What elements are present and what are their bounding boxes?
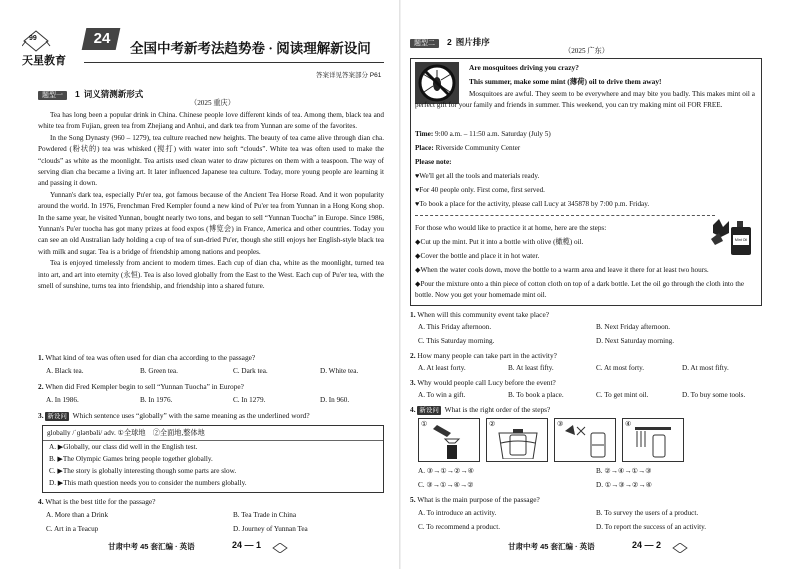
notice-place — [415, 143, 520, 154]
section1-number: 1 — [75, 89, 80, 99]
passage-paragraph: Yunnan's dark tea, especially Pu'er tea, got famous because of the Ancient Tea Horse Road. And it won popularity around the world. In 1976, Frenchman Fred Kempler found a new kind of Pu'er tea from Yunnan in a Hong Kong shop. In the same year, he visited Yunnan, bought nearly two tons, and began to sell “Yunnan Tuocha” in Europe. Since 1986, Yunnan's Pu'er tuocha has got many prizes at food expos (博览会) in France, America and other countries. Today you can see an old Australian lady holding a cup of tea of sun-dried Pu'er, though she still enjoys her English-style black tea with milk and sugar. Tea is a bridge of friendship among nations and peoples. — [38, 190, 384, 256]
footer-logo-icon — [272, 540, 288, 550]
section2-source: （2025 广东） — [564, 47, 609, 55]
notice-headline-2: This summer, make some mint (薄荷) oil to drive them away! — [469, 77, 662, 86]
option-b[interactable]: B. At least fifty. — [508, 364, 554, 372]
option-c[interactable]: C. This Saturday morning. — [418, 337, 495, 345]
footer-book-title: 甘肃中考 45 套汇编 · 英语 — [108, 542, 195, 551]
note-item: ♥To book a place for the activity, please call Lucy at 345878 by 7:00 p.m. Friday. — [415, 200, 650, 208]
option-a[interactable]: A. At least forty. — [418, 364, 466, 372]
option-a[interactable]: A. ▶Globally, our class did well in the English test. — [49, 443, 198, 451]
option-b[interactable]: B. ▶The Olympic Games bring people together globally. — [49, 455, 213, 463]
unit-number: 24 — [93, 30, 111, 47]
please-note-label: Please note: — [415, 158, 452, 166]
steps-intro: For those who would like to practice it at home, here are the steps: — [415, 224, 607, 232]
dictionary-entry: globally /ˈɡləʊbəli/ adv. ①全球地 ②全面地,整体地 — [47, 429, 205, 437]
logo-number: 99 — [29, 35, 37, 42]
section2-label: 题型二 — [410, 39, 439, 48]
question-3 — [410, 377, 760, 388]
passage-paragraph: Tea has long been a popular drink in China. Chinese people love different kinds of tea. Among them, black tea and white tea from Fujian, green tea from Zhejiang and Anhui, and dark tea from Yunnan are some of the favorites. — [38, 111, 384, 131]
notice-body: Mosquitoes are awful. They seem to be everywhere and may bite you badly. This makes mint oil a perfect gift for your family and friends in summer. This weekend, you can try making mint oil FOR FREE. — [415, 90, 755, 110]
section1-label: 题型一 — [38, 91, 67, 100]
question-number: 3. — [410, 378, 416, 387]
question-text: What is the best title for the passage? — [45, 497, 156, 506]
question-4 — [410, 404, 760, 415]
option-a[interactable]: A. Black tea. — [46, 367, 84, 375]
option-c[interactable]: C. At most forty. — [596, 364, 645, 372]
section1-heading — [38, 84, 143, 102]
option-b[interactable]: B. To book a place. — [508, 391, 564, 399]
question-4 — [38, 496, 384, 507]
dictionary-divider — [43, 440, 383, 441]
note-item: ♥For 40 people only. First come, first served. — [415, 186, 545, 194]
question-text: Which sentence uses “globally” with the same meaning as the underlined word? — [72, 411, 310, 420]
notice-time — [415, 129, 551, 140]
picture-label: ④ — [625, 420, 632, 428]
option-a[interactable]: A. More than a Drink — [46, 511, 109, 519]
section1-title: 词义猜测新形式 — [83, 89, 144, 99]
option-c[interactable]: C. To recommend a product. — [418, 523, 500, 531]
question-5 — [410, 494, 760, 505]
option-b[interactable]: B. ②→④→①→③ — [596, 467, 652, 475]
option-d[interactable]: D. To report the success of an activity. — [596, 523, 707, 531]
notice-headline-1: Are mosquitoes driving you crazy? — [469, 63, 579, 72]
option-a[interactable]: A. In 1986. — [46, 396, 79, 404]
question-text: What is the right order of the steps? — [444, 405, 551, 414]
section2-number: 2 — [447, 37, 452, 47]
option-c[interactable]: C. Art in a Teacup — [46, 525, 99, 533]
new-question-badge: 新设问 — [419, 407, 439, 414]
time-value: 9:00 a.m. – 11:50 a.m. Saturday (July 5) — [435, 130, 551, 138]
option-c[interactable]: C. ▶The story is globally interesting though some parts are slow. — [49, 467, 237, 475]
step-picture-3 — [554, 418, 616, 462]
option-d[interactable]: D. Next Saturday morning. — [596, 337, 675, 345]
option-a[interactable]: A. To introduce an activity. — [418, 509, 497, 517]
option-d[interactable]: D. Journey of Yunnan Tea — [233, 525, 308, 533]
step-picture-4 — [622, 418, 684, 462]
question-number: 5. — [410, 495, 416, 504]
question-number: 1. — [410, 310, 416, 319]
section2-title: 图片排序 — [455, 37, 490, 47]
question-text: Why would people call Lucy before the event? — [417, 378, 556, 387]
pour-through-cloth-icon — [427, 423, 473, 459]
question-text: How many people can take part in the activity? — [417, 351, 557, 360]
step-picture-1 — [418, 418, 480, 462]
picture-label: ③ — [557, 420, 564, 428]
notice-box — [410, 58, 762, 306]
picture-label: ① — [421, 420, 428, 428]
question-number: 3. — [38, 411, 44, 420]
question-number: 1. — [38, 353, 44, 362]
note-item: ♥We'll get all the tools and materials ready. — [415, 172, 540, 180]
question-text: When will this community event take place? — [417, 310, 550, 319]
option-c[interactable]: C. In 1279. — [233, 396, 266, 404]
place-value: Riverside Community Center — [435, 144, 521, 152]
option-d[interactable]: D. In 960. — [320, 396, 350, 404]
step-item: ◆When the water cools down, move the bottle to a warm area and leave it there for at least two hours. — [415, 266, 709, 274]
answer-reference: 答案详见答案部分 P61 — [316, 72, 382, 79]
section1-source: （2025 重庆） — [190, 99, 235, 107]
option-b[interactable]: B. Green tea. — [140, 367, 178, 375]
mint-oil-bottle-icon — [709, 217, 757, 257]
logo-text: 天星教育 — [22, 55, 66, 67]
option-b[interactable]: B. Tea Trade in China — [233, 511, 297, 519]
right-page — [400, 0, 800, 569]
question-number: 2. — [38, 382, 44, 391]
question-2 — [38, 381, 384, 392]
step-item: ◆Cover the bottle and place it in hot water. — [415, 252, 540, 260]
footer-logo-icon — [672, 540, 688, 550]
cut-mint-icon — [561, 423, 611, 459]
publisher-logo — [22, 30, 82, 66]
option-c[interactable]: C. To get mint oil. — [596, 391, 649, 399]
step-item: ◆Cut up the mint. Put it into a bottle with olive (橄榄) oil. — [415, 238, 584, 246]
section2-heading — [410, 32, 490, 50]
option-d[interactable]: D. ①→③→②→④ — [596, 481, 653, 489]
page-title: 全国中考新考法趋势卷 · 阅读理解新设问 — [130, 41, 371, 56]
option-a[interactable]: A. To win a gift. — [418, 391, 466, 399]
question-3 — [38, 410, 384, 421]
question-1 — [38, 352, 384, 363]
footer-page-number: 24 — 2 — [632, 540, 662, 550]
option-a[interactable]: A. ③→①→②→④ — [418, 467, 475, 475]
section1-passage — [38, 110, 384, 293]
question-text: When did Fred Kempler begin to sell “Yunnan Tuocha” in Europe? — [45, 382, 244, 391]
option-b[interactable]: B. Next Friday afternoon. — [596, 323, 671, 331]
question-1 — [410, 309, 760, 320]
passage-paragraph: In the Song Dynasty (960 – 1279), tea culture reached new heights. The beauty of tea came alive through dian cha. Powdered (粉状的) tea was whisked (搅打) with water into soft “clouds”. White tea was often used to make the “clouds” as white as the moonlight. Tea artists used clean water to draw pictures on them with a teaspoon. The way of serving dian cha became a living art. It later influenced Japanese tea culture. Today, more young people are learning it and passing it down. — [38, 133, 384, 188]
question-text: What kind of tea was often used for dian cha according to the passage? — [45, 353, 256, 362]
picture-label: ② — [489, 420, 496, 428]
time-label: Time: — [415, 130, 434, 138]
passage-paragraph: Tea is enjoyed timelessly from ancient to modern times. Each cup of dian cha, white as the moonlight, turned tea into art, and art into eternity (永恒). Tea is also loved globally from the East to the West. Each cup of Pu'er tea, with the smell of sunshine, turns tea into friendship, and friendship into a shared future. — [38, 259, 384, 291]
question-number: 2. — [410, 351, 416, 360]
bottle-in-sun-icon — [631, 423, 677, 459]
option-a[interactable]: A. This Friday afternoon. — [418, 323, 492, 331]
bottle-label: Mint Oil — [734, 238, 748, 242]
option-b[interactable]: B. In 1976. — [140, 396, 173, 404]
question-number: 4. — [38, 497, 44, 506]
bottle-in-water-icon — [495, 423, 541, 459]
notice-divider — [415, 215, 715, 216]
option-d[interactable]: D. White tea. — [320, 367, 359, 375]
option-b[interactable]: B. To survey the users of a product. — [596, 509, 699, 517]
question-text: What is the main purpose of the passage? — [417, 495, 540, 504]
footer-page-number: 24 — 1 — [232, 540, 262, 550]
dictionary-box — [42, 425, 384, 493]
option-d[interactable]: D. At most fifty. — [682, 364, 729, 372]
new-question-badge: 新设问 — [47, 413, 67, 420]
place-label: Place: — [415, 144, 434, 152]
footer-book-title: 甘肃中考 45 套汇编 · 英语 — [508, 542, 595, 551]
question-2 — [410, 350, 760, 361]
header-rule — [84, 62, 384, 63]
question-number: 4. — [410, 405, 416, 414]
option-d[interactable]: D. ▶This math question needs you to consider the numbers globally. — [49, 479, 247, 487]
option-c[interactable]: C. Dark tea. — [233, 367, 268, 375]
option-c[interactable]: C. ③→①→④→② — [418, 481, 474, 489]
option-d[interactable]: D. To buy some tools. — [682, 391, 746, 399]
step-picture-2 — [486, 418, 548, 462]
step-item: ◆Pour the mixture onto a thin piece of cotton cloth on top of a dark bottle. Let the oil go through the cloth into the bottle. Now you get your homemade mint oil. — [415, 280, 745, 300]
